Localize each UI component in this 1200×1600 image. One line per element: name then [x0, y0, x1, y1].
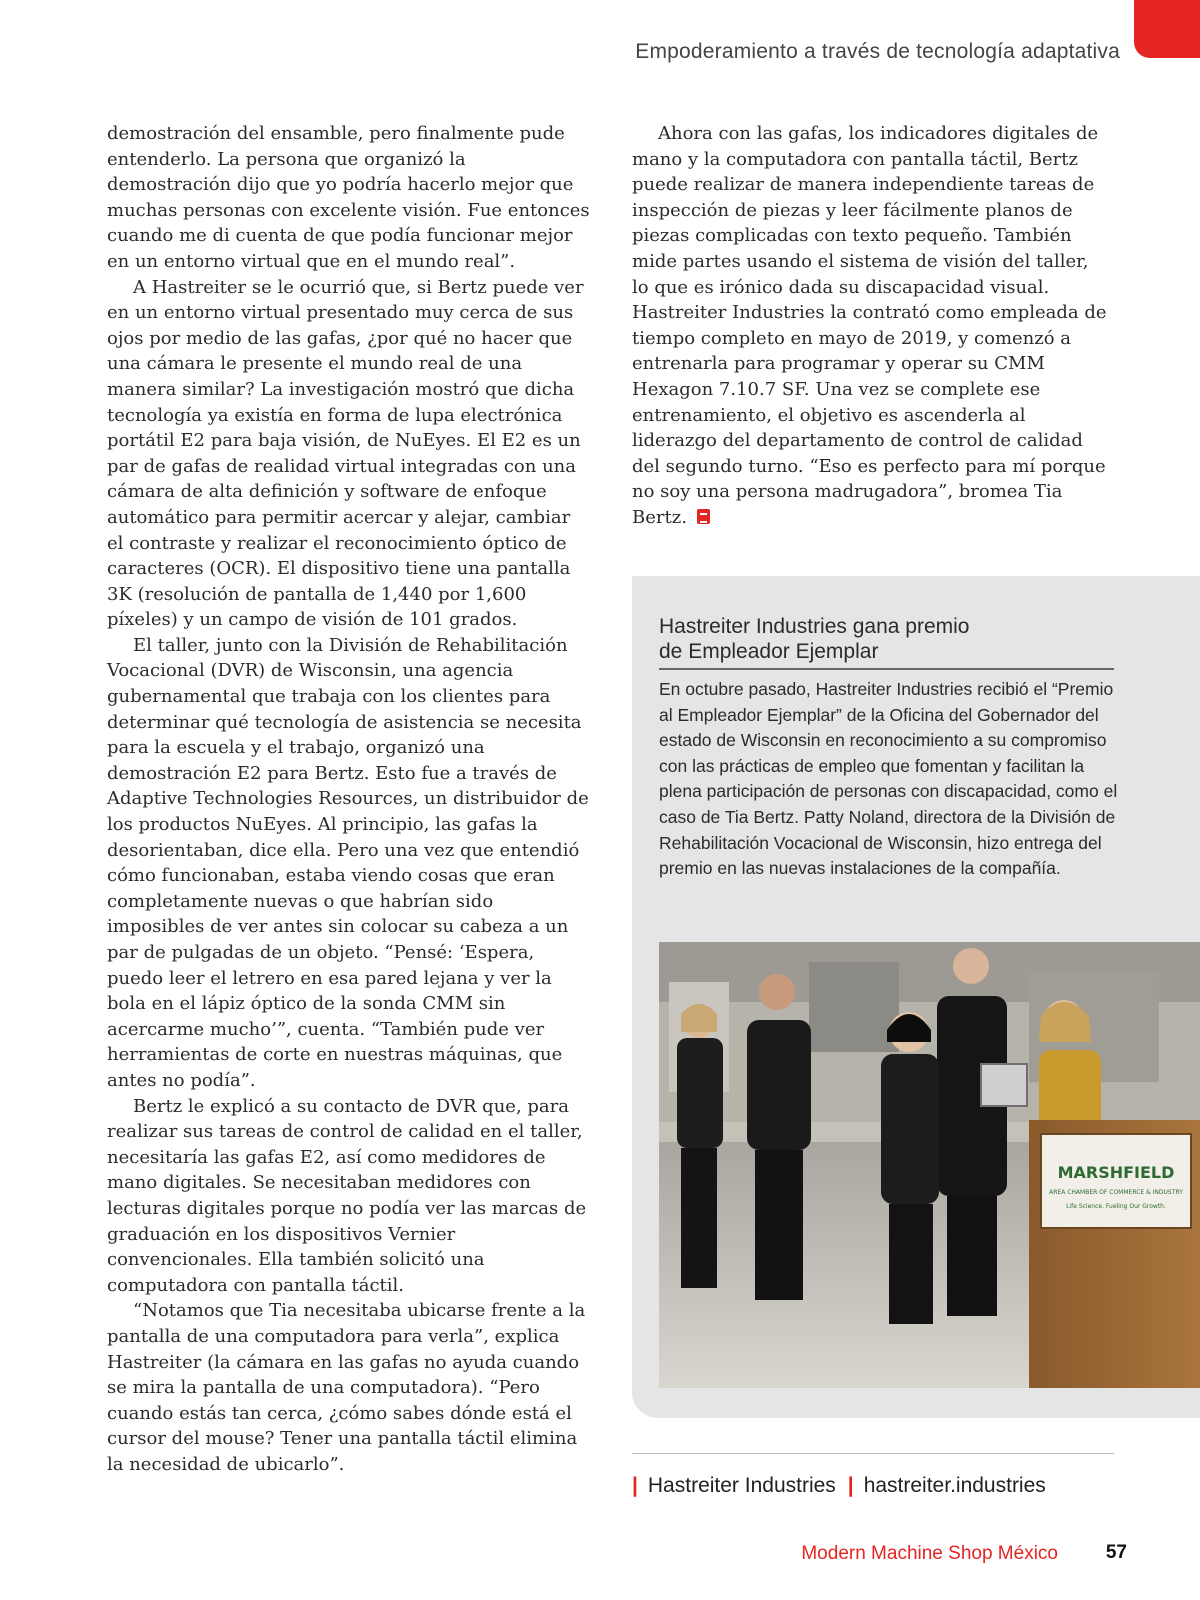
article-paragraph: “Notamos que Tia necesitaba ubicarse frente a la pantalla de una computadora para verla”, explica Hastreiter (la cámara en las gafas no ayuda cuando se mira la pantalla de una computadora). “Pero cuando estás tan cerca, ¿cómo sabes dónde está el cursor del mouse? Tener una pantalla táctil elimina la necesidad de ubicarlo”. [107, 1300, 586, 1475]
credits-line [632, 1474, 1046, 1498]
article-paragraph: A Hastreiter se le ocurrió que, si Bertz puede ver en un entorno virtual presentado muy cerca de sus ojos por medio de las gafas, ¿por qué no hacer que una cámara le presente el mundo real de una manera similar? La investigación mostró que dicha tecnología ya existía en forma de lupa electrónica portátil E2 para baja visión, de NuEyes. El E2 es un par de gafas de realidad virtual integradas con una cámara de alta definición y software de enfoque automático para permitir acercar y alejar, cambiar el contraste y realizar el reconocimiento óptico de caracteres (OCR). El dispositivo tiene una pantalla 3K (resolución de pantalla de 1,440 por 1,600 píxeles) y un campo de visión de 101 grados. [107, 276, 584, 631]
credit-website[interactable]: hastreiter.industries [863, 1474, 1046, 1497]
article-paragraph: Bertz le explicó a su contacto de DVR que, para realizar sus tareas de control de calidad en el taller, necesitaría las gafas E2, así como medidores de mano digitales. Se necesitaban medidores con lecturas digitales porque no podía ver las marcas de graduación en los dispositivos Vernier convencionales. Ella también solicitó una computadora con pantalla táctil. [107, 1095, 587, 1296]
award-photo [659, 942, 1200, 1388]
podium-logo-tagline: Life Science. Fueling Our Growth. [1066, 1203, 1166, 1210]
sidebar-body: En octubre pasado, Hastreiter Industries recibió el “Premio al Empleador Ejemplar” de la Oficina del Gobernador del estado de Wisconsin en reconocimiento a su compromiso con las prácticas de empleo que fomentan y facilitan la plena participación de personas con discapacidad, como el caso de Tia Bertz. Patty Noland, directora de la División de Rehabilitación Vocacional de Wisconsin, hizo entrega del premio en las nuevas instalaciones de la compañía. [659, 679, 1118, 879]
podium-logo-text: MARSHFIELD [1057, 1163, 1175, 1182]
running-title: Empoderamiento a través de tecnología adaptativa [635, 40, 1120, 63]
article-paragraph: Ahora con las gafas, los indicadores digitales de mano y la computadora con pantalla táctil, Bertz puede realizar de manera independiente tareas de inspección de piezas y leer fácilmente planos de piezas complicadas con texto pequeño. También mide partes usando el sistema de visión del taller, lo que es irónico dada su discapacidad visual. Hastreiter Industries la contrató como empleada de tiempo completo en mayo de 2019, y comenzó a entrenarla para programar y operar su CMM Hexagon 7.10.7 SF. Una vez se complete ese entrenamiento, el objetivo es ascenderla al liderazgo del departamento de control de calidad del segundo turno. “Eso es perfecto para mí porque no soy una persona madrugadora”, bromea Tia Bertz. [632, 123, 1107, 528]
credit-divider [632, 1453, 1114, 1454]
end-of-article-icon [697, 509, 710, 524]
podium-logo-subtext: AREA CHAMBER OF COMMERCE & INDUSTRY [1049, 1189, 1183, 1196]
article-right-column [632, 121, 1107, 531]
sidebar-title: Hastreiter Industries gana premio de Empleador Ejemplar [659, 615, 970, 663]
article-paragraph: El taller, junto con la División de Rehabilitación Vocacional (DVR) de Wisconsin, una agencia gubernamental que trabaja con los clientes para determinar qué tecnología de asistencia se necesita para la escuela y el trabajo, organizó una demostración E2 para Bertz. Esto fue a través de Adaptive Technologies Resources, un distribuidor de los productos NuEyes. Al principio, las gafas la desorientaban, dice ella. Pero una vez que entendió cómo funcionaban, estaba viendo cosas que eran completamente nuevas o que habrían sido imposibles de ver antes sin colocar su cabeza a un par de pulgadas de un objeto. “Pensé: ‘Espera, puedo leer el letrero en esa pared lejana y ver la bola en el lápiz óptico de la sonda CMM sin acercarme mucho’”, cuenta. “También pude ver herramientas de corte en nuestras máquinas, que antes no podía”. [107, 634, 589, 1091]
article-paragraph: demostración del ensamble, pero finalmente pude entenderlo. La persona que organizó la demostración dijo que yo podría hacerlo mejor que muchas personas con excelente visión. Fue entonces cuando me di cuenta de que podía funcionar mejor en un entorno virtual que en el mundo real”. [107, 123, 590, 272]
footer-magazine-name: Modern Machine Shop México [801, 1543, 1058, 1564]
credit-marker-icon: | [632, 1474, 638, 1497]
page-number: 57 [1105, 1542, 1127, 1563]
sidebar-divider [659, 668, 1114, 670]
credit-company: Hastreiter Industries [647, 1474, 836, 1497]
article-left-column [107, 121, 592, 1477]
credit-marker-icon: | [847, 1474, 854, 1497]
section-color-tab [1134, 0, 1200, 58]
